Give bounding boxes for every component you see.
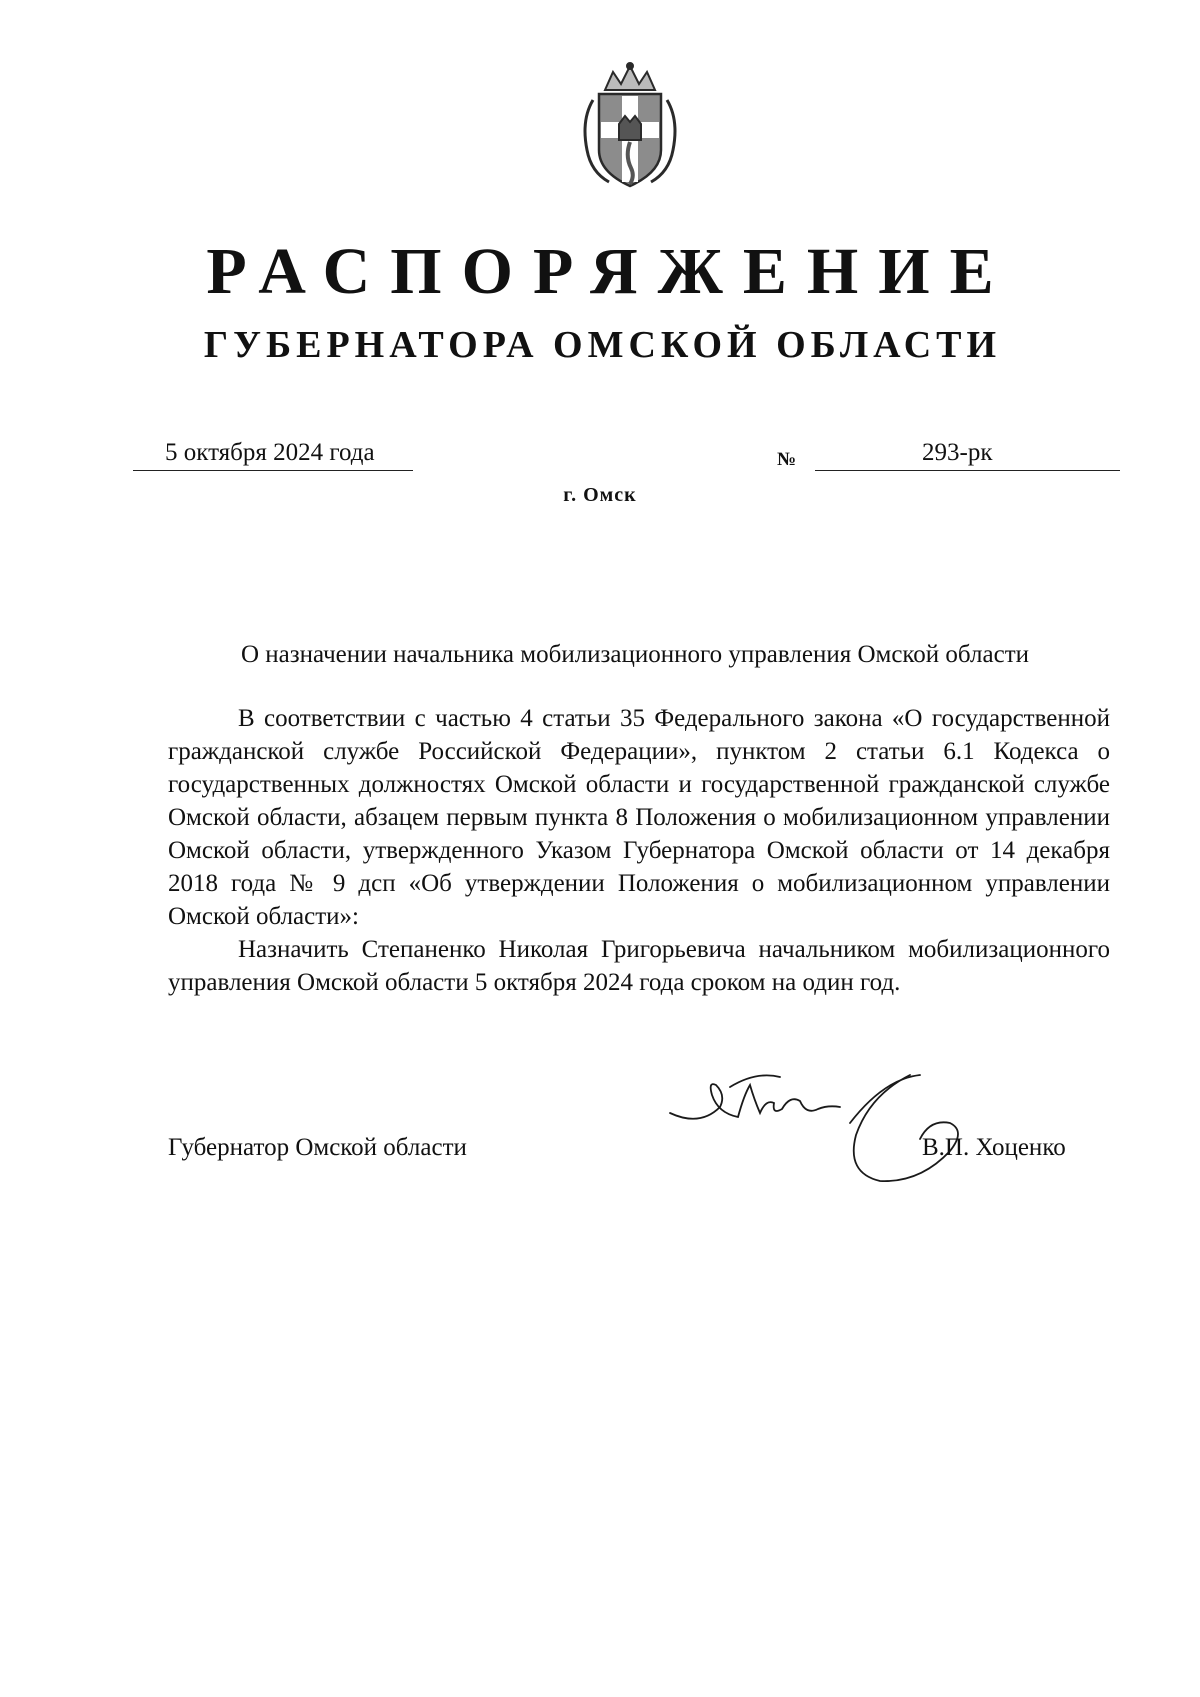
handwritten-signature <box>660 1055 990 1190</box>
body-paragraph: В соответствии с частью 4 статьи 35 Федерального закона «О государственной гражданской службе Российской Федерации», пунктом 2 статьи 6.1 Кодекса о государственных должностях Омской области и государственной гражданской службе Омской области, абзацем первым пункта 8 Положения о мобилизационном управлении Омской области, утвержденного Указом Губернатора Омской области от 14 декабря 2018 года № 9 дсп «Об утверждении Положения о мобилизационном управлении Омской области»: <box>168 705 1110 930</box>
signatory-name: В.П. Хоценко <box>922 1134 1066 1161</box>
document-number: 293-рк <box>922 439 993 466</box>
document-date: 5 октября 2024 года <box>165 439 375 466</box>
document-title: РАСПОРЯЖЕНИЕ <box>206 235 1014 308</box>
coat-of-arms-icon <box>575 60 685 192</box>
document-body <box>168 702 1110 999</box>
signatory-position: Губернатор Омской области <box>168 1134 467 1161</box>
number-sign: № <box>777 449 797 470</box>
body-paragraph: Назначить Степаненко Николая Григорьевича начальником мобилизационного управления Омской области 5 октября 2024 года сроком на один год. <box>168 936 1110 996</box>
document-city: г. Омск <box>563 484 637 506</box>
document-subtitle: ГУБЕРНАТОРА ОМСКОЙ ОБЛАСТИ <box>203 324 1002 366</box>
document-heading: О назначении начальника мобилизационного управления Омской области <box>240 641 1029 668</box>
